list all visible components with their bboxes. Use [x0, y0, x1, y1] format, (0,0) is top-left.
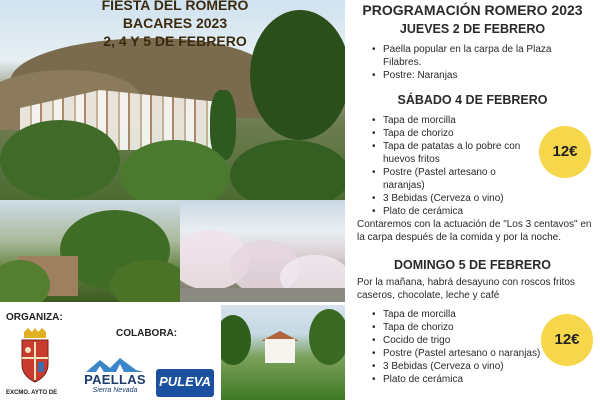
sunday-menu-list	[369, 308, 549, 386]
list-item: • Paella popular en la carpa de la Plaza Filabres.	[369, 43, 579, 69]
list-item: • Tapa de chorizo	[369, 321, 549, 334]
title-line-3: 2, 4 Y 5 DE FEBRERO	[103, 33, 247, 49]
list-item: • Tapa de morcilla	[369, 114, 539, 127]
list-item: • Postre (Pastel artesano o naranjas)	[369, 347, 549, 360]
saturday-menu-list	[369, 114, 539, 218]
list-item: • Plato de cerámica	[369, 373, 549, 386]
thursday-menu-list	[369, 43, 579, 82]
list-item: • Tapa de patatas a lo pobre con huevos fritos	[369, 140, 539, 166]
list-item: • Cocido de trigo	[369, 334, 549, 347]
program-title: PROGRAMACIÓN ROMERO 2023	[362, 2, 583, 18]
sunday-breakfast-note: Por la mañana, habrá desayuno con roscos fritos caseros, chocolate, leche y café	[357, 277, 575, 301]
paellas-logo-subtext: Sierra Nevada	[92, 387, 138, 394]
list-item: • Postre (Pastel artesano o naranjas)	[369, 166, 539, 192]
title-line-1: FIESTA DEL ROMERO	[101, 0, 249, 13]
organiza-label: ORGANIZA:	[6, 312, 63, 323]
list-item: • Plato de cerámica	[369, 205, 539, 218]
colabora-label: COLABORA:	[116, 328, 178, 339]
list-item: • 3 Bebidas (Cerveza o vino)	[369, 192, 539, 205]
sunday-price-badge: 12€	[541, 314, 593, 366]
saturday-price-badge: 12€	[539, 126, 591, 178]
list-item: • Tapa de chorizo	[369, 127, 539, 140]
list-item: • Tapa de morcilla	[369, 308, 549, 321]
program-column	[345, 0, 600, 400]
day-heading-sunday: DOMINGO 5 DE FEBRERO	[394, 258, 551, 272]
ayuntamiento-label: EXCMO. AYTO DE	[6, 390, 58, 396]
chapel-photo	[221, 305, 345, 400]
ruins-photo	[0, 200, 180, 302]
town-crest-icon	[18, 328, 52, 386]
village-hero-photo	[0, 0, 345, 200]
almond-blossom-photo	[180, 200, 345, 302]
festival-title	[60, 0, 290, 50]
paellas-logo-text: PAELLAS	[84, 372, 146, 387]
day-heading-thursday: JUEVES 2 DE FEBRERO	[399, 22, 546, 36]
saturday-music-note: Contaremos con la actuación de "Los 3 centavos" en la carpa después de la comida y por la noche.	[357, 219, 592, 243]
title-line-2: BACARES 2023	[122, 15, 228, 31]
list-item: • Postre: Naranjas	[369, 69, 579, 82]
list-item: • 3 Bebidas (Cerveza o vino)	[369, 360, 549, 373]
puleva-logo-text: PULEVA	[159, 374, 211, 389]
day-heading-saturday: SÁBADO 4 DE FEBRERO	[397, 93, 548, 107]
